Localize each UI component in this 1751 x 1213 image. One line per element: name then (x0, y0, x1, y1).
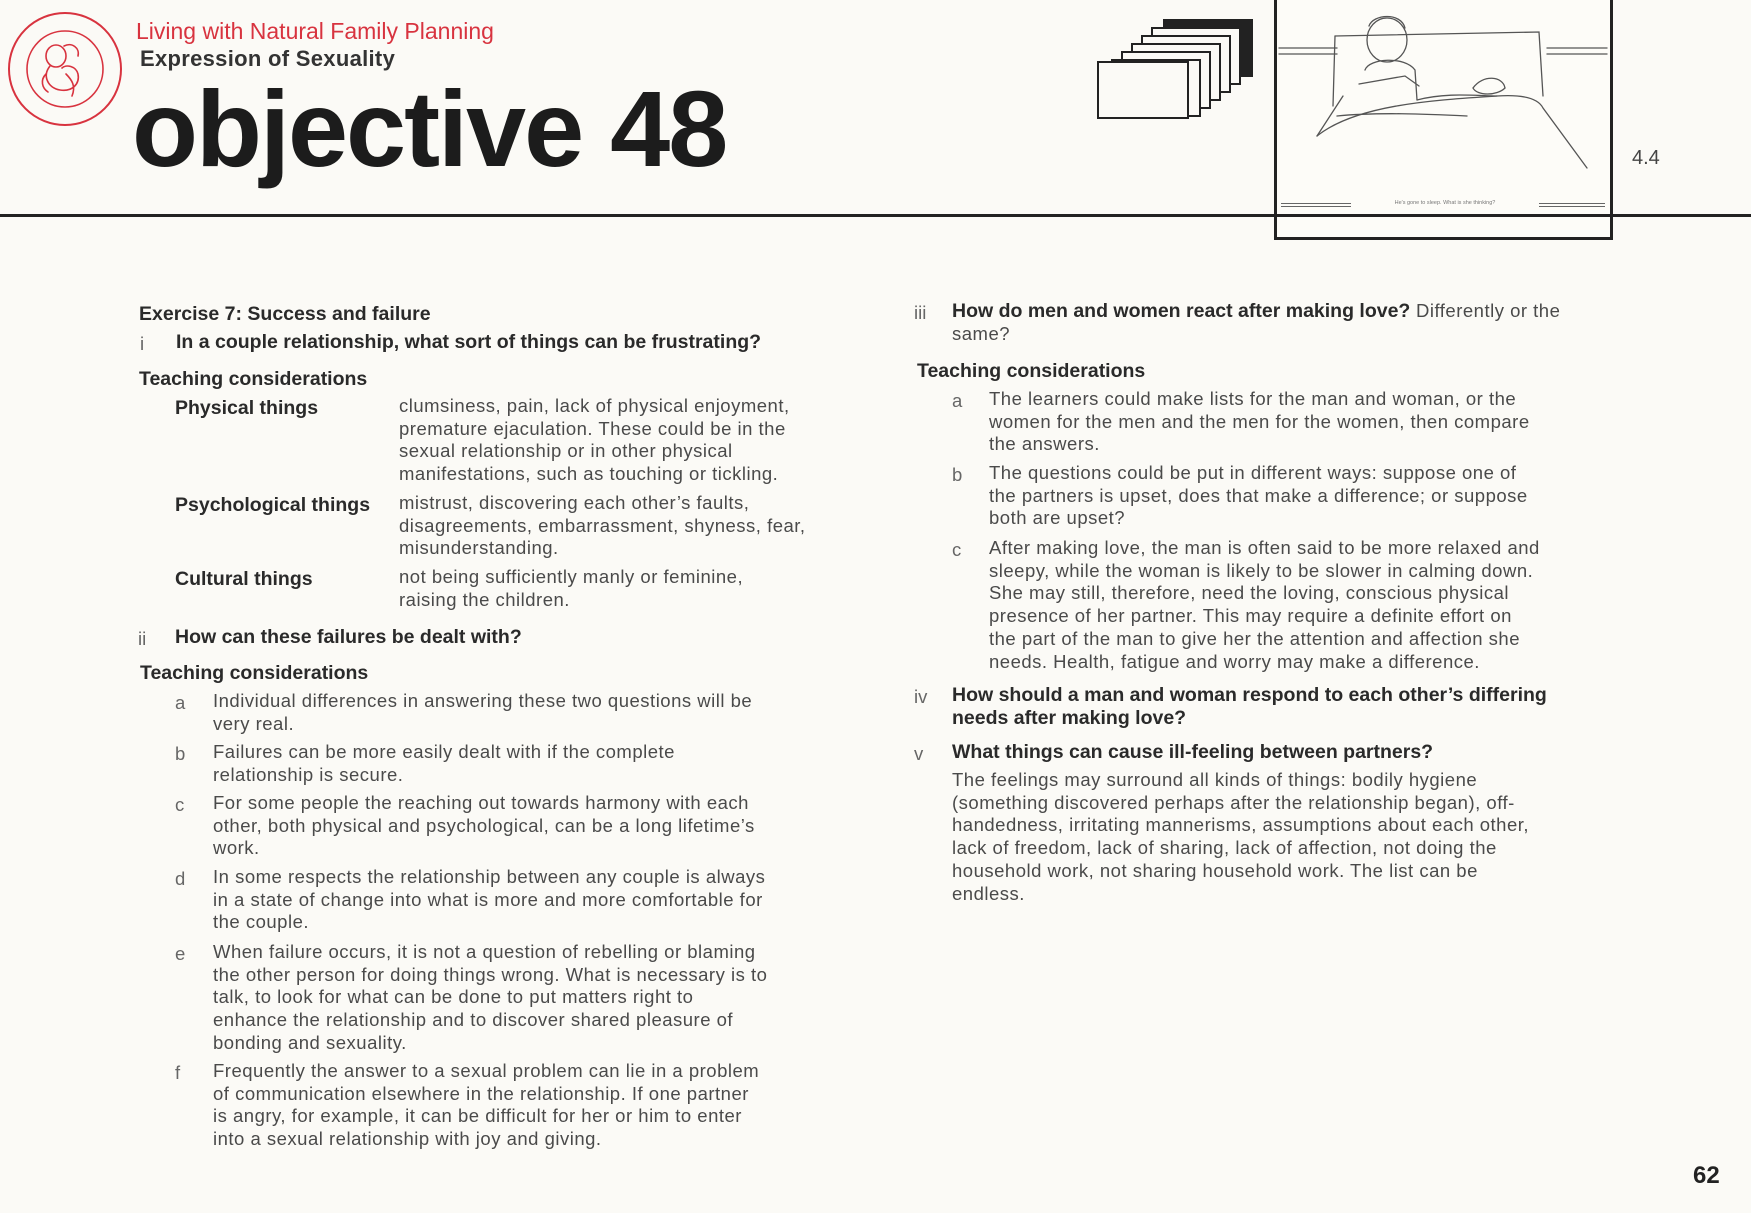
q1-text: In a couple relationship, what sort of things can be frustrating? (176, 331, 762, 353)
illustration-frame (1274, 0, 1613, 240)
item-e-text: When failure occurs, it is not a question of rebelling or blaming the other person for doing things wrong. What is necessary is to talk, to look for what can be done to put matters right to enhance the relationship and to discover shared pleasure of bonding and sexuality. (213, 941, 768, 1053)
program-logo-icon (6, 10, 124, 128)
r-item-b-marker: b (952, 464, 963, 485)
header-rule (0, 214, 1751, 217)
q5-marker: v (914, 743, 924, 764)
tc1-heading: Teaching considerations (139, 368, 368, 390)
item-a-marker: a (175, 692, 186, 713)
r-item-b-text: The questions could be put in different ways: suppose one of the partners is upset, does that make a difference; or suppose both are upset? (989, 462, 1528, 529)
caption-rule-left (1281, 203, 1351, 207)
thing-label-physical: Physical things (175, 397, 319, 419)
r-item-c-text: After making love, the man is often said to be more relaxed and sleepy, while the woman is likely to be slower in calming down. She may still, therefore, need the loving, conscious physical presence of her partner. This may require a definite effort on the part of the man to give her the attention and affection she needs. Health, fatigue and worry may make a difference. (989, 537, 1540, 672)
objective-title: objective 48 (132, 68, 727, 189)
r-item-a-marker: a (952, 390, 963, 411)
item-d-text: In some respects the relationship between any couple is always in a state of change into what is more and more comfortable for the couple. (213, 866, 766, 933)
item-d-marker: d (175, 868, 186, 889)
q5-text: What things can cause ill-feeling between partners? (952, 741, 1434, 763)
item-b-marker: b (175, 743, 186, 764)
r-item-c-marker: c (952, 539, 962, 560)
q3-text: How do men and women react after making love? Differently or the same? (952, 300, 1561, 344)
q2-text: How can these failures be dealt with? (175, 626, 522, 648)
q2-marker: ii (138, 628, 147, 649)
item-c-text: For some people the reaching out towards harmony with each other, both physical and psychological, can be a long lifetime’s work. (213, 792, 755, 859)
q4-text: How should a man and woman respond to each other’s differing needs after making love? (952, 684, 1547, 729)
series-title: Living with Natural Family Planning (136, 18, 494, 44)
item-a-text: Individual differences in answering these two questions will be very real. (213, 690, 753, 734)
q1-marker: i (140, 333, 145, 354)
q3-marker: iii (914, 302, 927, 323)
q4-marker: iv (914, 686, 928, 707)
thing-label-psychological: Psychological things (175, 494, 371, 516)
thing-desc-cultural: not being sufficiently manly or feminine, raising the children. (399, 566, 744, 610)
item-b-text: Failures can be more easily dealt with if the complete relationship is secure. (213, 741, 675, 785)
thing-desc-psychological: mistrust, discovering each other’s faults, disagreements, embarrassment, shyness, fear, misunderstanding. (399, 492, 806, 559)
section-number: 4.4 (1632, 147, 1660, 169)
couple-in-bed-illustration (1277, 0, 1610, 196)
stacked-cards-icon (1096, 16, 1256, 120)
illustration-caption: He's gone to sleep. What is she thinking? (1394, 200, 1496, 206)
item-e-marker: e (175, 943, 186, 964)
unit-subtitle: Expression of Sexuality (140, 46, 396, 71)
item-f-marker: f (175, 1062, 181, 1083)
r-item-a-text: The learners could make lists for the man and woman, or the women for the men and the men for the women, then compare the answers. (989, 388, 1530, 455)
thing-label-cultural: Cultural things (175, 568, 313, 590)
exercise-title: Exercise 7: Success and failure (139, 303, 431, 325)
q5-answer-paragraph: The feelings may surround all kinds of things: bodily hygiene (something discovered perhaps after the relationship began), off- handedness, irritating mannerisms, assumptions about each other, lack of freedom, lack of sharing, lack of affection, not doing the household work, not sharing household work. The list can be endless. (952, 769, 1530, 904)
item-c-marker: c (175, 794, 185, 815)
item-f-text: Frequently the answer to a sexual problem can lie in a problem of communication elsewhere in the relationship. If one partner is angry, for example, it can be difficult for her or him to enter into a sexual relationship with joy and giving. (213, 1060, 760, 1150)
tc3-heading: Teaching considerations (917, 360, 1146, 382)
caption-rule-right (1539, 203, 1605, 207)
thing-desc-physical: clumsiness, pain, lack of physical enjoyment, premature ejaculation. These could be in the sexual relationship or in other physical manifestations, such as touching or tickling. (399, 395, 790, 485)
tc2-heading: Teaching considerations (140, 662, 369, 684)
page-number: 62 (1693, 1162, 1720, 1189)
